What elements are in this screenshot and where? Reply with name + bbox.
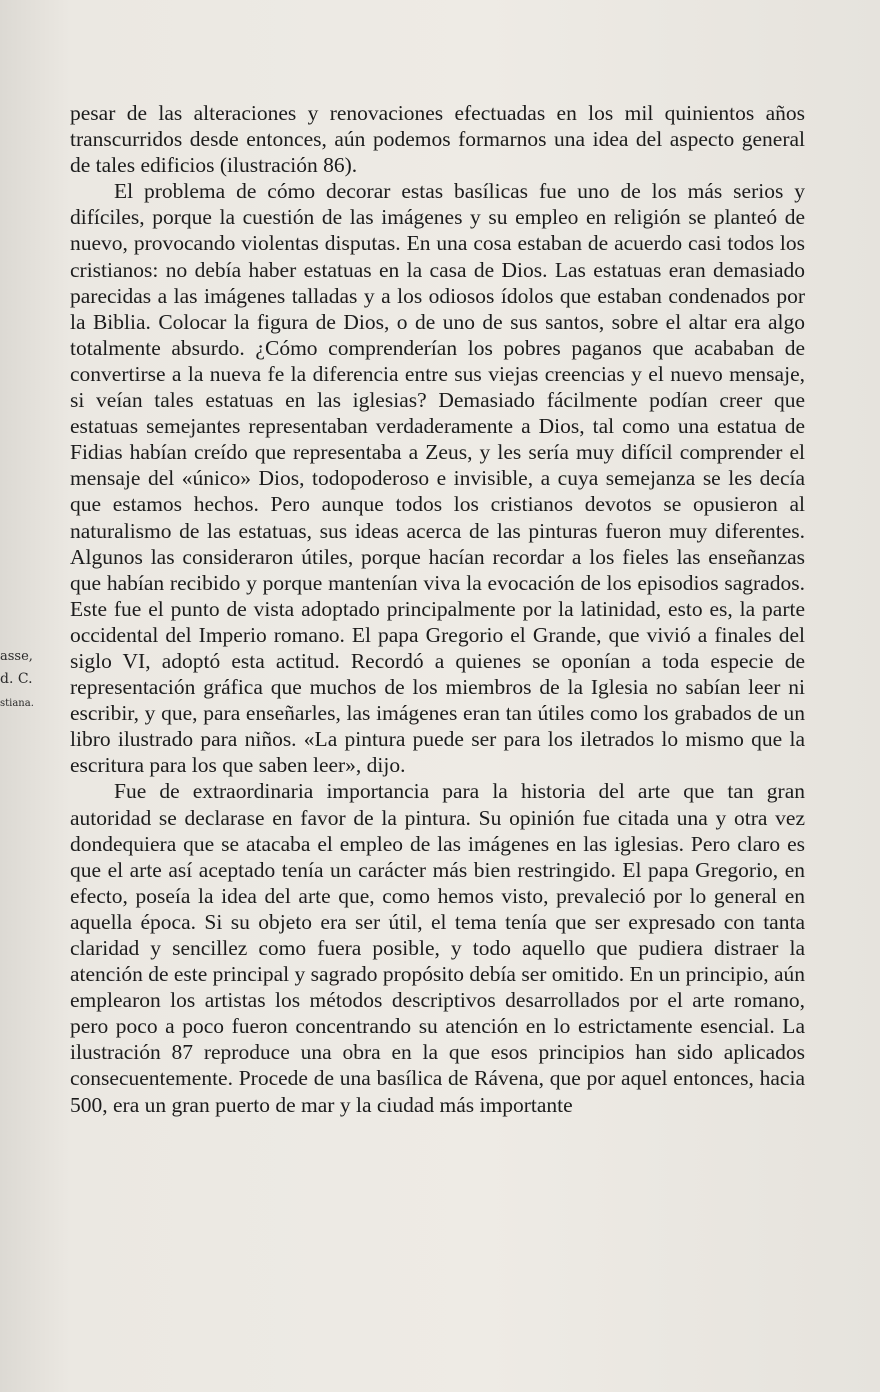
margin-note-2: d. C. — [0, 671, 33, 687]
margin-note-1: asse, — [0, 649, 33, 664]
paragraph-2: El problema de cómo decorar estas basílicas fue uno de los más serios y difíciles, porque la cuestión de las imágenes y su empleo en religión se planteó de nuevo, provocando violentas disputas. En una cosa estaban de acuerdo casi todos los cristianos: no debía haber estatuas en la casa de Dios. Las estatuas eran demasiado parecidas a las imágenes talladas y a los odiosos ídolos que estaban condenados por la Biblia. Colocar la figura de Dios, o de uno de sus santos, sobre el altar era algo totalmente absurdo. ¿Cómo comprenderían los pobres paganos que acababan de convertirse a la nueva fe la diferencia entre sus viejas creencias y el nuevo mensaje, si veían tales estatuas en las iglesias? Demasiado fácilmente podían creer que estatuas semejantes representaban verdaderamente a Dios, tal como una estatua de Fidias habían creído que representaba a Zeus, y les sería muy difícil comprender el mensaje del «único» Dios, todopoderoso e invisible, a cuya semejanza se les decía que estamos hechos. Pero aunque todos los cristianos devotos se opusieron al naturalismo de las estatuas, sus ideas acerca de las pinturas fueron muy diferentes. Algunos las consideraron útiles, porque hacían recordar a los fieles las enseñanzas que habían recibido y porque mantenían viva la evocación de los episodios sagrados. Este fue el punto de vista adoptado principalmente por la latinidad, esto es, la parte occidental del Imperio romano. El papa Gregorio el Grande, que vivió a finales del siglo VI, adoptó esta actitud. Recordó a quienes se oponían a toda especie de representación gráfica que muchos de los miembros de la Iglesia no sabían leer ni escribir, y que, para enseñarles, las imágenes eran tan útiles como los grabados de un libro ilustrado para niños. «La pintura puede ser para los iletrados lo mismo que la escritura para los que saben leer», dijo. — [70, 179, 805, 778]
body-text — [70, 100, 805, 1118]
margin-note-3: stiana. — [0, 698, 34, 709]
paragraph-3: Fue de extraordinaria importancia para la historia del arte que tan gran autoridad se declarase en favor de la pintura. Su opinión fue citada una y otra vez dondequiera que se atacaba el empleo de las imágenes en las iglesias. Pero claro es que el arte así aceptado tenía un carácter más bien restringido. El papa Gregorio, en efecto, poseía la idea del arte que, como hemos visto, prevaleció por lo general en aquella época. Si su objeto era ser útil, el tema tenía que ser expresado con tanta claridad y sencillez como fuera posible, y todo aquello que pudiera distraer la atención de este principal y sagrado propósito debía ser omitido. En un principio, aún emplearon los artistas los métodos descriptivos desarrollados por el arte romano, pero poco a poco fueron concentrando su atención en lo estrictamente esencial. La ilustración 87 reproduce una obra en la que esos principios han sido aplicados consecuentemente. Procede de una basílica de Rávena, que por aquel entonces, hacia 500, era un gran puerto de mar y la ciudad más importante — [70, 779, 805, 1117]
paragraph-1: pesar de las alteraciones y renovaciones efectuadas en los mil quinientos años transcurridos desde entonces, aún podemos formarnos una idea del aspecto general de tales edificios (ilustración 86). — [70, 101, 805, 178]
